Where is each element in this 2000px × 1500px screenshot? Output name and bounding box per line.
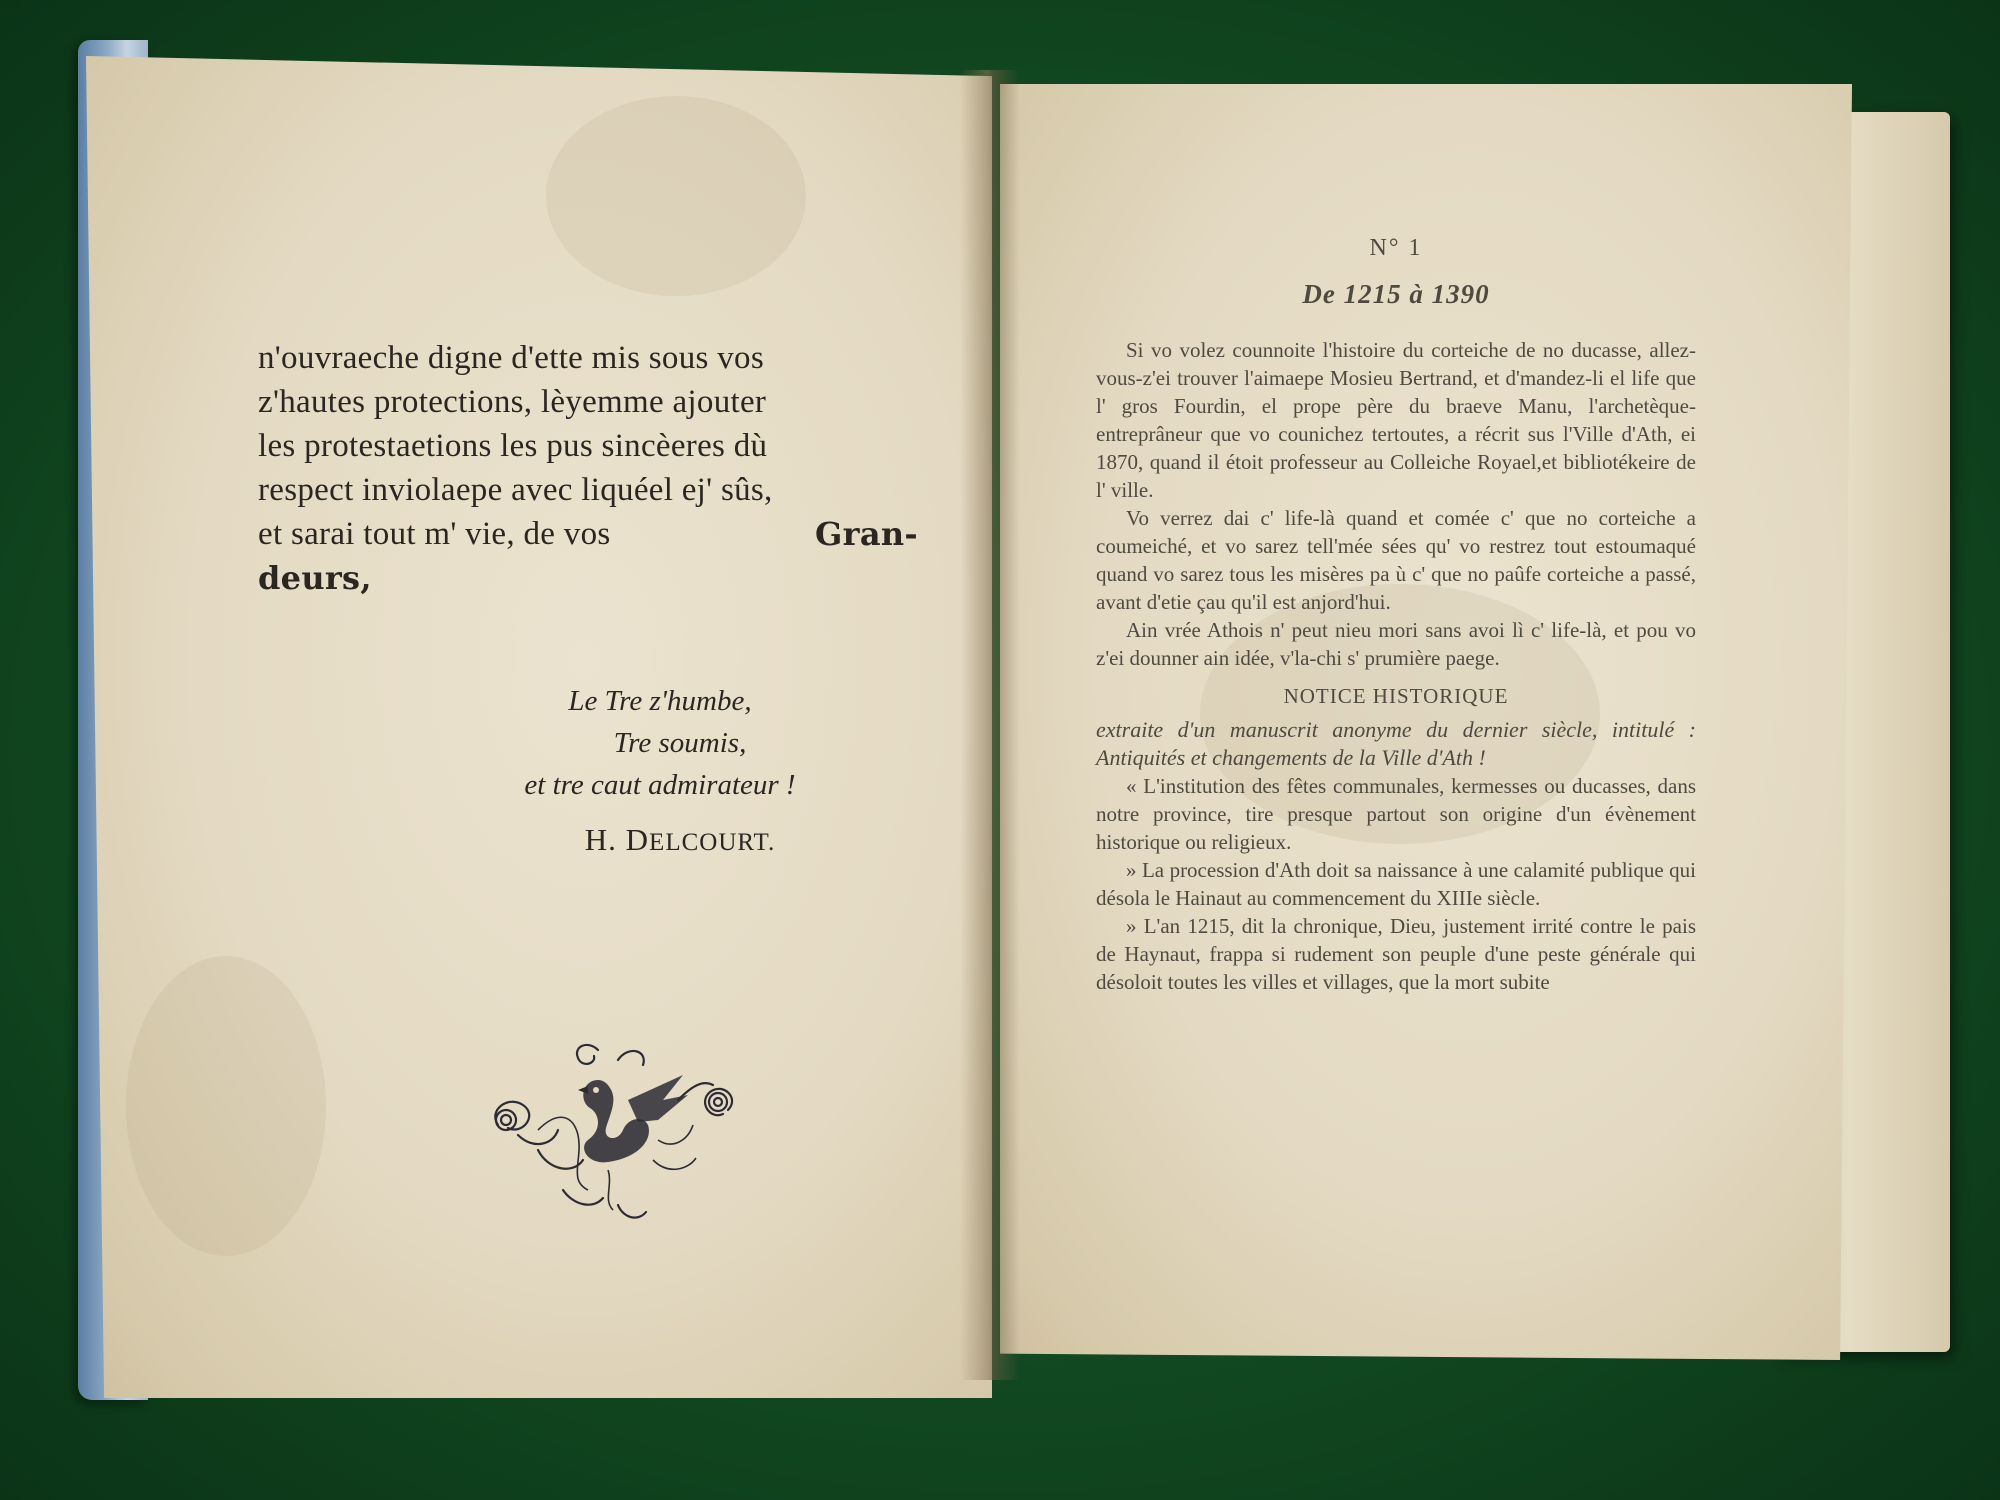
swan-ornament-icon (478, 1040, 748, 1230)
chapter-body (1096, 336, 1696, 996)
bold-word-part2: deurs, (258, 559, 372, 597)
paragraph-line-text: et sarai tout m' vie, de vos (258, 516, 620, 552)
quote-paragraph: » L'an 1215, dit la chronique, Dieu, justement irrité contre le pais de Haynaut, frappa si rudement son peuple d'une peste générale qui désoloit toutes les villes et villages, que la mort subite (1096, 914, 1696, 994)
paragraph-line: les protestaetions les pus sincèeres dù (258, 428, 768, 464)
paragraph-line: n'ouvraeche digne d'ette mis sous vos (258, 340, 764, 376)
paragraph-line: z'hautes protections, lèyemme ajouter (258, 384, 767, 420)
signoff-line: Tre soumis, (613, 727, 747, 759)
quote-paragraph: « L'institution des fêtes communales, kermesses ou ducasses, dans notre province, tire presque partout son origine d'un évènement historique ou religieux. (1096, 774, 1696, 854)
section-heading: NOTICE HISTORIQUE (1283, 684, 1509, 708)
paper-stain (126, 956, 326, 1256)
paragraph-line (258, 556, 918, 601)
quote-paragraph: » La procession d'Ath doit sa naissance à une calamité publique qui désola le Hainaut au commencement du XIIIe siècle. (1096, 858, 1696, 910)
author-signature (380, 822, 980, 858)
body-paragraph: Vo verrez dai c' life-là quand et comée c' que no corteiche a coumeiché, et vo sarez tell'mée sées qu' vo restrez tout estoumaqué quand vo sarez tous les misères pa ù c' que no paûfe corteiche a passé, avant d'etie çau qu'il est anjord'hui. (1096, 506, 1696, 614)
chapter-title: De 1215 à 1390 (1302, 279, 1490, 309)
signoff-line: Le Tre z'humbe, (568, 685, 752, 717)
section-subheading: extraite d'un manuscrit anonyme du dernier siècle, intitulé : Antiquités et changements de la Ville d'Ath ! (1096, 717, 1696, 770)
dedication-paragraph (258, 336, 918, 601)
body-paragraph: Si vo volez counnoite l'histoire du corteiche de no ducasse, allez-vous-z'ei trouver l'aimaepe Mosieu Bertrand, et d'mandez-li el life que l' gros Fourdin, el prope père du braeve Manu, l'archetèque-entreprâneur que vo counichez tertoutes, a récrit sus l'Ville d'Ath, ei 1870, quand il étoit professeur au Colleiche Royael,et bibliotékeire de l' ville. (1096, 338, 1696, 502)
chapter-number: N° 1 (1369, 235, 1423, 261)
signoff-line: et tre caut admirateur ! (524, 769, 796, 801)
bold-word-part1: Gran- (815, 515, 918, 553)
signoff (380, 680, 980, 806)
paragraph-line (258, 512, 918, 556)
body-paragraph: Ain vrée Athois n' peut nieu mori sans avoi lì c' life-là, et pou vo z'ei dounner ain idée, v'la-chi s' prumière paege. (1096, 618, 1696, 670)
author-initial: H. D (584, 822, 650, 857)
paragraph-line: respect inviolaepe avec liquéel ej' sûs, (258, 472, 773, 508)
author-surname: ELCOURT. (649, 829, 776, 856)
paper-stain (546, 96, 806, 296)
